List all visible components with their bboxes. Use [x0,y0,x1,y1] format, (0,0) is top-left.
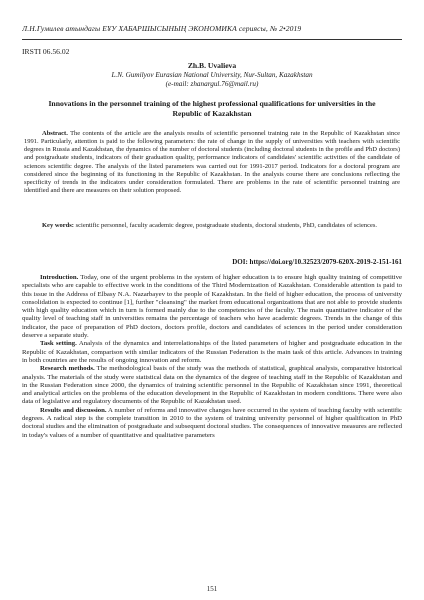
author-affiliation: L.N. Gumilyov Eurasian National University, Nur-Sultan, Kazakhstan [111,70,313,79]
section-text: Analysis of the dynamics and interrelationships of the listed parameters of higher and postgraduate education in the Republic of Kazakhstan, comparison with similar indicators of the Russian Federation is the main task of this article. Advances in training in both countries are the results of ongoing innovation and reform. [22,340,402,364]
section-heading: Task setting. [40,340,77,348]
keywords [24,222,400,230]
running-head: Л.Н.Гумилев атындагы ЕҰУ ХАБАРШЫСЫНЫҢ ЭКОНОМИКА сериясы, № 2•2019 [22,24,302,33]
author-email: (e-mail: zhanargul.76@mail.ru) [165,80,259,89]
section-heading: Results and discussion. [40,406,107,414]
abstract-label: Abstract. [42,130,68,137]
author-name: Zh.B. Uvalieva [187,61,237,70]
section-task-setting [22,340,402,365]
article-title: Innovations in the personnel training of the highest professional qualifications for universities in the Republic of Kazakhstan [48,99,376,118]
section-text: The methodological basis of the study was the methods of statistical, graphical analysis, comparative historical analysis. The materials of the study were statistical data on the dynamics of the degree of teaching staff in the Republic of Kazakhstan and in the Russian Federation since 2000, the dynamics of training scientific personnel in the Republic of Kazakhstan since 1991, theoretical and analytical articles on the problems of the education development in the Republic of Kazakhstan in modern conditions. There were also data of legislative and regulatory documents of the Republic of Kazakhstan used. [22,365,402,406]
section-research-methods [22,365,402,406]
article-body [22,274,402,440]
irsti-code: IRSTI 06.56.02 [22,47,70,56]
section-heading: Research methods. [40,365,95,373]
doi-link[interactable]: DOI: https://doi.org/10.32523/2079-620X-2019-2-151-161 [232,258,402,266]
section-text: Today, one of the urgent problems in the system of higher education is to ensure high quality training of competitive specialists who are capable to effective work in the conditions of the Third Modernization of Kazakhstan. Considerable attention is paid to this issue in the Address of Elbasy N.A. Nazarbayev to the people of Kazakhstan. In the field of higher education, the process of university consolidation is expected to continue [1], further "cleansing" the market from educational organizations that are not able to provide students with high quality education which in turn is formed mainly due to the competencies of the faculty. The main quantitative indicator of the quality level of teaching staff in universities remains the percentage of teachers who have academic degrees. Trends in the change of this indicator, the pace of preparation of PhD doctors, doctors profile, doctors and candidates of sciences in the period under consideration deserve a separate study. [22,274,402,340]
keywords-text: scientific personnel, faculty academic degree, postgraduate students, doctoral students, PhD, candidates of sciences. [73,222,378,229]
section-text: A number of reforms and innovative changes have occurred in the system of teaching faculty with scientific degrees. A radical step is the complete transition in 2010 to the system of training university personnel of higher qualification in PhD doctoral studies and the elimination of postgraduate and subsequent doctoral studies. The consequences of innovative measures are reflected in today's values of a number of quantitative and qualitative parameters [22,406,402,439]
section-introduction [22,274,402,340]
page-number: 151 [206,585,218,593]
header-rule [22,39,402,40]
keywords-label: Key words: [42,222,74,229]
section-heading: Introduction. [40,274,79,281]
abstract-text: The contents of the article are the analysis results of scientific personnel training rate in the Republic of Kazakhstan since 1991. Particularly, attention is paid to the following parameters: the rate of change in the supply of universities with teachers with scientific degrees in Russia and Kazakhstan, the dynamics of the number of doctoral students (including doctoral students in the profile and PhD doctors) and postgraduate students, indicators of their graduation quality, performance indicators of candidates' scientific activities of the candidate of sciences scientific degree. The analysis of the listed parameters was carried out for 1991-2017 period. Indicators for a doctoral program are considered since the beginning of its functioning in the Republic of Kazakhstan. In the analysis course there are conclusions reflecting the specificity of trends in the indicators under consideration formulated. There are problems in the rate of scientific personnel training are identified and there are measures on their solution proposed. [24,130,400,195]
section-results [22,407,402,440]
abstract [24,130,400,195]
author-block [60,61,364,90]
